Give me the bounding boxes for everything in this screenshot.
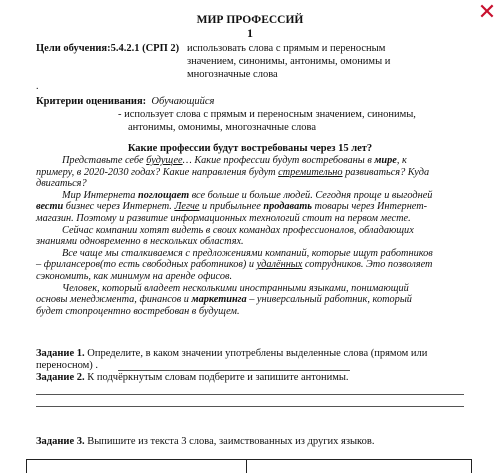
reading-text — [36, 155, 464, 317]
goals-text — [187, 42, 447, 81]
text-line: основы менеджмента, финансов и маркетинга – универсальный работник, который — [36, 294, 412, 306]
criteria-line: антонимы, омонимы, многозначные слова — [128, 122, 316, 133]
task-2-label: Задание 2. — [36, 372, 85, 383]
criteria-label — [36, 95, 214, 108]
text-line: Все чаще мы сталкиваемся с предложениями компаний, которые ищут работников — [62, 247, 433, 259]
task-1-text: Определите, в каком значении употреблены выделенные слова (прямом или — [84, 348, 428, 359]
table-border-right — [471, 460, 472, 473]
text-line: Сейчас компании хотят видеть в своих командах профессионалов, обладающих — [62, 224, 414, 236]
table-top-border — [26, 459, 472, 460]
text-line: вести бизнес через Интернет. Легче и прибыльнее продавать товары через Интернет- — [36, 201, 428, 213]
task-1-text-cont: переносном) . — [36, 360, 99, 371]
task-2-text: К подчёркнутым словам подберите и запишите антонимы. — [84, 372, 349, 383]
goals-line: значением, синонимы, антонимы, омонимы и — [187, 56, 391, 67]
bold-word: вести — [36, 201, 64, 213]
text-line: знаниями одновременно в нескольких областях. — [36, 236, 244, 248]
bold-word: продавать — [263, 201, 312, 213]
underlined-word: Легче — [174, 201, 200, 213]
task-3 — [36, 436, 466, 448]
text-line: – фрилансеров(то есть свободных работников) и удалённых сотрудников. Это позволяет — [36, 259, 433, 271]
answer-line-2[interactable] — [36, 394, 464, 395]
criteria-text — [118, 108, 468, 134]
answer-line-3[interactable] — [36, 406, 464, 407]
lesson-number: 1 — [247, 26, 253, 40]
task-1 — [36, 348, 466, 372]
answer-line-1[interactable] — [118, 370, 350, 371]
text-line: Человек, который владеет несколькими иностранными языками, понимающий — [62, 282, 409, 294]
task-3-label: Задание 3. — [36, 436, 85, 447]
criteria-label-text: Критерии оценивания: — [36, 96, 147, 107]
table-border-middle — [246, 460, 247, 473]
text-line: Представьте себе будущее… Какие профессии будут востребованы в мире, к — [62, 155, 407, 166]
goals-line: многозначные слова — [187, 69, 278, 80]
goals-line: использовать слова с прямым и переносным — [187, 43, 386, 54]
text-line: Мир Интернета поглощает все больше и больше людей. Сегодня проще и выгодней — [62, 189, 433, 201]
text-line: сэкономить, как минимум на аренде офисов. — [36, 270, 233, 282]
criteria-who: Обучающийся — [151, 96, 215, 107]
underlined-word: стремительно — [278, 166, 343, 178]
criteria-line: - использует слова с прямым и переносным значением, синонимы, — [118, 109, 416, 120]
table-border-left — [26, 460, 27, 473]
text-line: магазин. Поэтому и развитие информационных технологий стоит на первом месте. — [36, 212, 411, 224]
text-line: будет стопроцентно востребован в будущем. — [36, 305, 240, 317]
task-3-text: Выпишите из текста 3 слова, заимствованных из других языков. — [84, 436, 375, 447]
task-1-label: Задание 1. — [36, 348, 85, 359]
dot-mark: . — [36, 81, 39, 92]
underlined-word: удалённых — [256, 259, 303, 271]
bold-word: мире — [374, 155, 397, 166]
bold-word: поглощает — [137, 189, 190, 201]
task-2 — [36, 372, 466, 384]
underlined-word: будущее — [146, 155, 183, 166]
bold-word: маркетинга — [191, 294, 247, 306]
text-heading: Какие профессии будут востребованы через 15 лет? — [127, 143, 373, 154]
text-line: примеру, в 2020-2030 годах? Какие направления будут стремительно развиваться? Куда — [36, 166, 430, 178]
goals-label: Цели обучения:5.4.2.1 (СРП 2) — [36, 43, 180, 54]
page-title: МИР ПРОФЕССИЙ — [196, 14, 304, 26]
text-line: двигаться? — [36, 178, 87, 190]
close-icon[interactable]: ✕ — [477, 0, 497, 25]
